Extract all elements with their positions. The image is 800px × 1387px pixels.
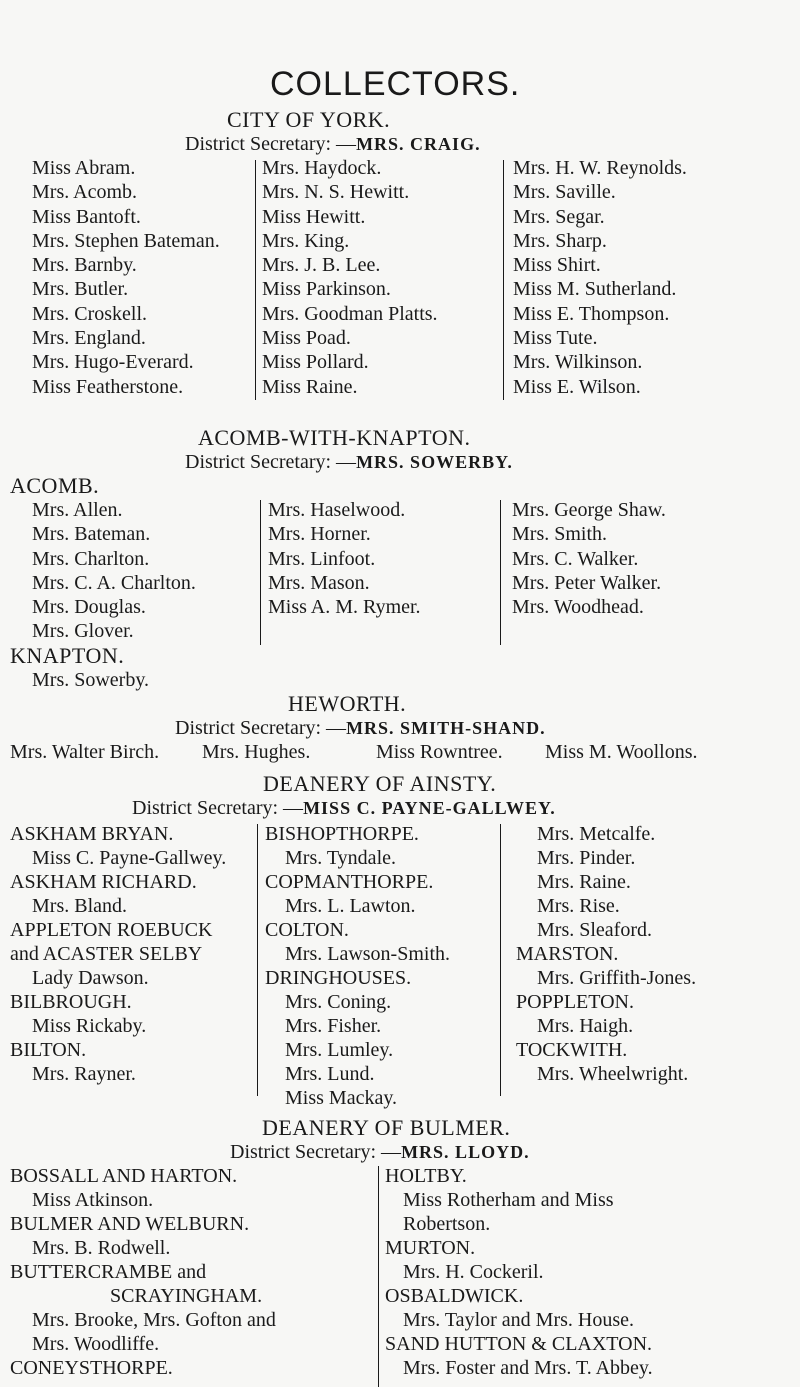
column-divider	[503, 160, 504, 400]
bulmer-col1-item: Mrs. Brooke, Mrs. Gofton and	[32, 1309, 276, 1331]
ainsty-col2-item: Mrs. Fisher.	[285, 1015, 382, 1037]
ainsty-secretary-label: District Secretary: —	[132, 797, 304, 819]
list-item: Mrs. Stephen Bateman.	[32, 229, 220, 252]
ainsty-col3-item: Mrs. Metcalfe.	[537, 823, 656, 845]
ainsty-col2-item: Mrs. Coning.	[285, 991, 392, 1013]
list-item: Miss Abram.	[32, 157, 136, 179]
ainsty-col2-item: COPMANTHORPE.	[265, 871, 434, 893]
list-item: Mrs. Wilkinson.	[513, 351, 643, 374]
column-divider	[255, 160, 256, 400]
ainsty-col3-item: Mrs. Raine.	[537, 871, 631, 893]
ainsty-col2-item: Mrs. Tyndale.	[285, 847, 396, 869]
acomb-heading: ACOMB-WITH-KNAPTON.	[198, 425, 471, 450]
column-divider	[260, 500, 261, 645]
acomb-secretary-label: District Secretary: —	[185, 451, 357, 473]
list-item: Miss Hewitt.	[262, 205, 366, 228]
acomb-list-3	[512, 498, 666, 619]
bulmer-col1-item: Miss Atkinson.	[32, 1189, 154, 1211]
list-item: Mrs. Haydock.	[262, 157, 382, 179]
bulmer-col2-item: SAND HUTTON & CLAXTON.	[385, 1333, 653, 1355]
knapton-subheading: KNAPTON.	[10, 643, 125, 668]
city-heading: CITY OF YORK.	[227, 107, 391, 132]
ainsty-col3-item: Mrs. Griffith-Jones.	[537, 967, 697, 989]
ainsty-col3-item: POPPLETON.	[516, 991, 634, 1013]
ainsty-col1-item: BILTON.	[10, 1039, 87, 1061]
bulmer-col2-item: Miss Rotherham and Miss	[403, 1189, 614, 1211]
city-list-1	[32, 156, 220, 399]
ainsty-col1-item: Lady Dawson.	[32, 967, 149, 989]
knapton-item: Mrs. Sowerby.	[32, 669, 150, 691]
ainsty-col2-item: DRINGHOUSES.	[265, 967, 412, 989]
ainsty-col1-item: APPLETON ROEBUCK	[10, 919, 213, 941]
ainsty-col1-item: ASKHAM BRYAN.	[10, 823, 174, 845]
city-list-3	[513, 156, 687, 399]
bulmer-col1-item: BUTTERCRAMBE and	[10, 1261, 207, 1283]
acomb-list-2	[268, 498, 421, 619]
list-item: Mrs. Horner.	[268, 523, 371, 546]
list-item: Mrs. C. A. Charlton.	[32, 571, 196, 594]
list-item: Mrs. J. B. Lee.	[262, 254, 381, 277]
ainsty-secretary-name: MISS C. PAYNE-GALLWEY.	[303, 798, 556, 818]
ainsty-col2-item: BISHOPTHORPE.	[265, 823, 419, 845]
city-secretary	[185, 132, 481, 156]
list-item: Mrs. Glover.	[32, 620, 134, 643]
list-item: Mrs. Barnby.	[32, 254, 137, 277]
list-item: Mrs. Hugo-Everard.	[32, 351, 194, 374]
list-item: Mrs. C. Walker.	[512, 547, 639, 570]
list-item: Miss Shirt.	[513, 254, 601, 277]
list-item: Mrs. Goodman Platts.	[262, 302, 438, 325]
list-item: Miss A. M. Rymer.	[268, 596, 421, 619]
list-item: Mrs. Butler.	[32, 278, 129, 301]
ainsty-col1-item: ASKHAM RICHARD.	[10, 871, 197, 893]
heworth-secretary	[175, 716, 546, 740]
list-item: Mrs. Saville.	[513, 181, 616, 204]
list-item: Mrs. H. W. Reynolds.	[513, 157, 687, 179]
ainsty-col1-item: Miss Rickaby.	[32, 1015, 147, 1037]
ainsty-col3-item: TOCKWITH.	[516, 1039, 628, 1061]
heworth-name-3: Miss Rowntree.	[376, 741, 503, 763]
list-item: Miss Raine.	[262, 375, 358, 398]
page-title: COLLECTORS.	[270, 65, 521, 103]
ainsty-col2-item: Mrs. Lumley.	[285, 1039, 394, 1061]
bulmer-secretary-label: District Secretary: —	[230, 1141, 402, 1163]
heworth-heading: HEWORTH.	[288, 691, 407, 716]
list-item: Miss Parkinson.	[262, 278, 391, 301]
bulmer-col2-item: Mrs. H. Cockeril.	[403, 1261, 544, 1283]
list-item: Mrs. Mason.	[268, 571, 370, 594]
list-item: Miss Featherstone.	[32, 375, 184, 398]
ainsty-col1-item: Mrs. Bland.	[32, 895, 127, 917]
acomb-list-1	[32, 498, 196, 644]
ainsty-col1-item: BILBROUGH.	[10, 991, 132, 1013]
ainsty-col2-item: Mrs. L. Lawton.	[285, 895, 416, 917]
bulmer-col1-item: BOSSALL AND HARTON.	[10, 1165, 238, 1187]
list-item: Mrs. Douglas.	[32, 596, 146, 619]
ainsty-heading: DEANERY OF AINSTY.	[263, 771, 497, 796]
list-item: Mrs. Woodhead.	[512, 596, 644, 619]
list-item: Miss E. Thompson.	[513, 302, 670, 325]
ainsty-col1-item: and ACASTER SELBY	[10, 943, 203, 965]
heworth-name-4: Miss M. Woollons.	[545, 741, 698, 763]
ainsty-col1-item: Miss C. Payne-Gallwey.	[32, 847, 227, 869]
acomb-secretary-name: MRS. SOWERBY.	[356, 452, 513, 472]
list-item: Mrs. England.	[32, 327, 146, 350]
list-item: Mrs. George Shaw.	[512, 499, 666, 521]
heworth-secretary-name: MRS. SMITH-SHAND.	[346, 718, 546, 738]
list-item: Mrs. Sharp.	[513, 229, 607, 252]
column-divider	[257, 824, 258, 1096]
bulmer-col2-item: MURTON.	[385, 1237, 476, 1259]
ainsty-col3-item: Mrs. Rise.	[537, 895, 620, 917]
list-item: Mrs. Linfoot.	[268, 547, 376, 570]
column-divider	[500, 500, 501, 645]
list-item: Mrs. Segar.	[513, 205, 605, 228]
list-item: Miss Pollard.	[262, 351, 369, 374]
list-item: Mrs. Croskell.	[32, 302, 147, 325]
list-item: Mrs. Acomb.	[32, 181, 137, 204]
bulmer-secretary	[230, 1140, 530, 1164]
ainsty-col2-item: Mrs. Lawson-Smith.	[285, 943, 450, 965]
ainsty-col2-item: Miss Mackay.	[285, 1087, 398, 1109]
city-list-2	[262, 156, 438, 399]
column-divider	[500, 824, 501, 1096]
list-item: Mrs. Peter Walker.	[512, 571, 662, 594]
acomb-secretary	[185, 450, 513, 474]
city-secretary-label: District Secretary: —	[185, 133, 357, 155]
heworth-name-1: Mrs. Walter Birch.	[10, 741, 160, 763]
bulmer-heading: DEANERY OF BULMER.	[262, 1115, 511, 1140]
list-item: Mrs. Charlton.	[32, 547, 150, 570]
list-item: Miss Tute.	[513, 327, 598, 350]
heworth-name-2: Mrs. Hughes.	[202, 741, 311, 763]
bulmer-col1-item: Mrs. Woodliffe.	[32, 1333, 160, 1355]
bulmer-col1-item: BULMER AND WELBURN.	[10, 1213, 250, 1235]
column-divider	[378, 1166, 379, 1387]
ainsty-col3-item: MARSTON.	[516, 943, 619, 965]
ainsty-col2-item: COLTON.	[265, 919, 349, 941]
list-item: Miss E. Wilson.	[513, 375, 641, 398]
list-item: Miss Poad.	[262, 327, 351, 350]
bulmer-col1-item: Mrs. B. Rodwell.	[32, 1237, 171, 1259]
bulmer-col2-item: HOLTBY.	[385, 1165, 467, 1187]
ainsty-col3-item: Mrs. Pinder.	[537, 847, 636, 869]
list-item: Mrs. N. S. Hewitt.	[262, 181, 410, 204]
ainsty-col3-item: Mrs. Wheelwright.	[537, 1063, 689, 1085]
bulmer-col2-item: Mrs. Foster and Mrs. T. Abbey.	[403, 1357, 653, 1379]
city-secretary-name: MRS. CRAIG.	[356, 134, 481, 154]
bulmer-col2-item: Robertson.	[403, 1213, 491, 1235]
ainsty-secretary	[132, 796, 556, 820]
bulmer-secretary-name: MRS. LLOYD.	[401, 1142, 530, 1162]
heworth-secretary-label: District Secretary: —	[175, 717, 347, 739]
bulmer-col1-item: SCRAYINGHAM.	[110, 1285, 263, 1307]
list-item: Mrs. Allen.	[32, 499, 123, 521]
list-item: Mrs. Bateman.	[32, 523, 151, 546]
list-item: Miss Bantoft.	[32, 205, 141, 228]
ainsty-col3-item: Mrs. Sleaford.	[537, 919, 652, 941]
ainsty-col1-item: Mrs. Rayner.	[32, 1063, 136, 1085]
list-item: Mrs. King.	[262, 229, 350, 252]
list-item: Miss M. Sutherland.	[513, 278, 677, 301]
list-item: Mrs. Haselwood.	[268, 499, 406, 521]
bulmer-col1-item: CONEYSTHORPE.	[10, 1357, 173, 1379]
list-item: Mrs. Smith.	[512, 523, 608, 546]
ainsty-col2-item: Mrs. Lund.	[285, 1063, 375, 1085]
bulmer-col2-item: OSBALDWICK.	[385, 1285, 524, 1307]
ainsty-col3-item: Mrs. Haigh.	[537, 1015, 634, 1037]
acomb-subheading: ACOMB.	[10, 473, 100, 498]
bulmer-col2-item: Mrs. Taylor and Mrs. House.	[403, 1309, 634, 1331]
